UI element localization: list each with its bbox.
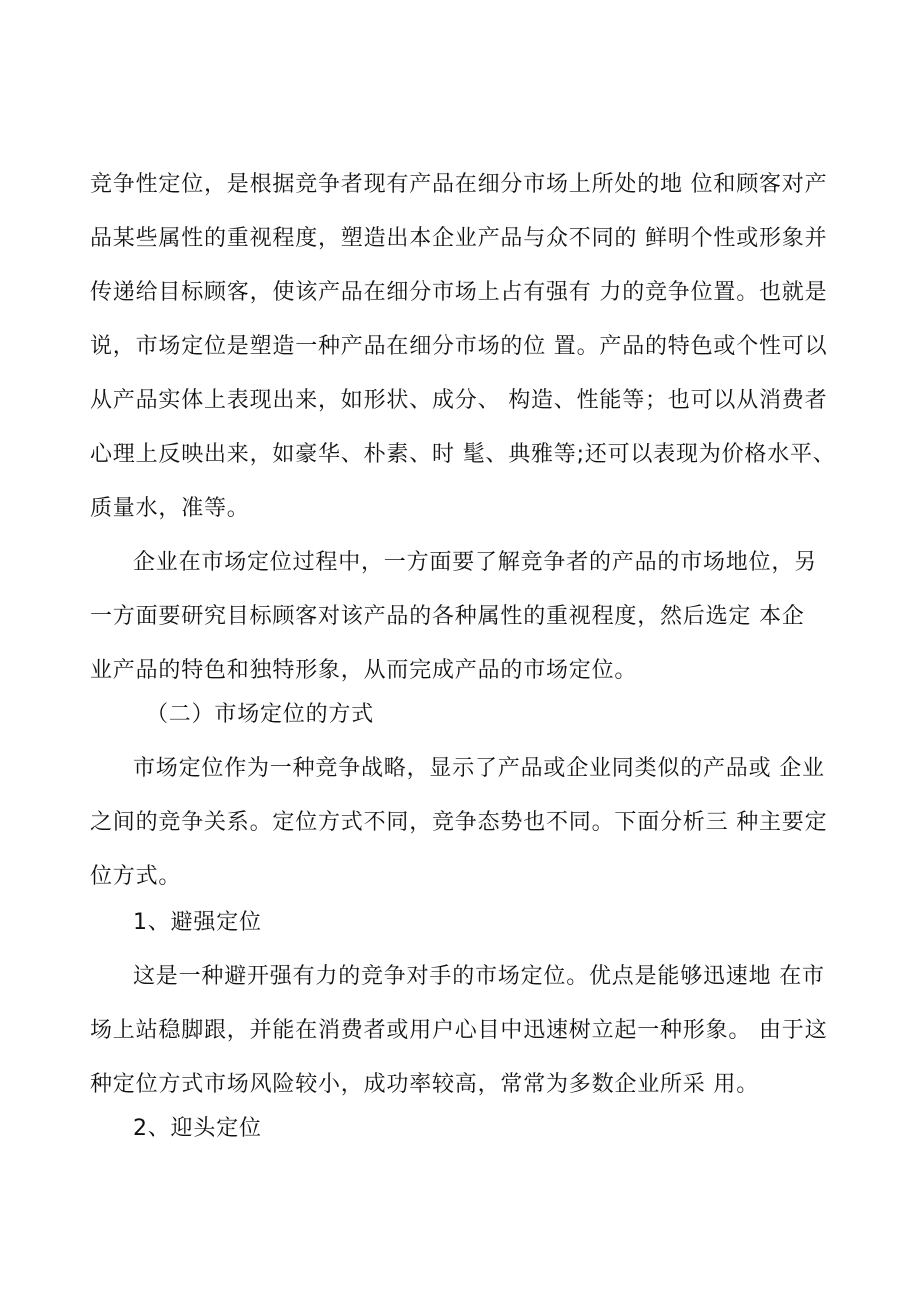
paragraph-1-line-1: 竞争性定位，是根据竞争者现有产品在细分市场上所处的地 位和顾客对产 [90, 172, 828, 197]
paragraph-1-line-5: 从产品实体上表现出来，如形状、成分、 构造、性能等；也可以从消费者 [90, 388, 828, 413]
paragraph-3-line-2: 之间的竞争关系。定位方式不同，竞争态势也不同。下面分析三 种主要定 [90, 810, 828, 835]
paragraph-4-line-1: 这是一种避开强有力的竞争对手的市场定位。优点是能够迅速地 在市 [133, 964, 825, 989]
paragraph-3-line-1: 市场定位作为一种竞争战略，显示了产品或企业同类似的产品或 企业 [133, 756, 825, 781]
paragraph-3-line-3: 位方式。 [90, 864, 182, 889]
paragraph-1-line-4: 说，市场定位是塑造一种产品在细分市场的位 置。产品的特色或个性可以 [90, 334, 828, 359]
paragraph-1-line-3: 传递给目标顾客，使该产品在细分市场上占有强有 力的竞争位置。也就是 [90, 280, 828, 305]
paragraph-2-line-3: 业产品的特色和独特形象，从而完成产品的市场定位。 [90, 658, 638, 683]
subheading-avoid-strong-positioning: 1、避强定位 [133, 910, 262, 935]
paragraph-1-line-6: 心理上反映出来，如豪华、朴素、时 髦、典雅等;还可以表现为价格水平、 [90, 442, 836, 467]
subheading-head-on-positioning: 2、迎头定位 [133, 1116, 262, 1141]
section-heading-positioning-methods: （二）市场定位的方式 [146, 702, 375, 727]
paragraph-1-line-2: 品某些属性的重视程度，塑造出本企业产品与众不同的 鲜明个性或形象并 [90, 226, 828, 251]
paragraph-2-line-2: 一方面要研究目标顾客对该产品的各种属性的重视程度，然后选定 本企 [90, 604, 805, 629]
paragraph-1-line-7: 质量水，准等。 [90, 496, 250, 521]
paragraph-4-line-3: 种定位方式市场风险较小，成功率较高，常常为多数企业所采 用。 [90, 1072, 759, 1097]
paragraph-4-line-2: 场上站稳脚跟，并能在消费者或用户心目中迅速树立起一种形象。 由于这 [90, 1018, 828, 1043]
paragraph-2-line-1: 企业在市场定位过程中，一方面要了解竞争者的产品的市场地位，另 [133, 550, 818, 575]
